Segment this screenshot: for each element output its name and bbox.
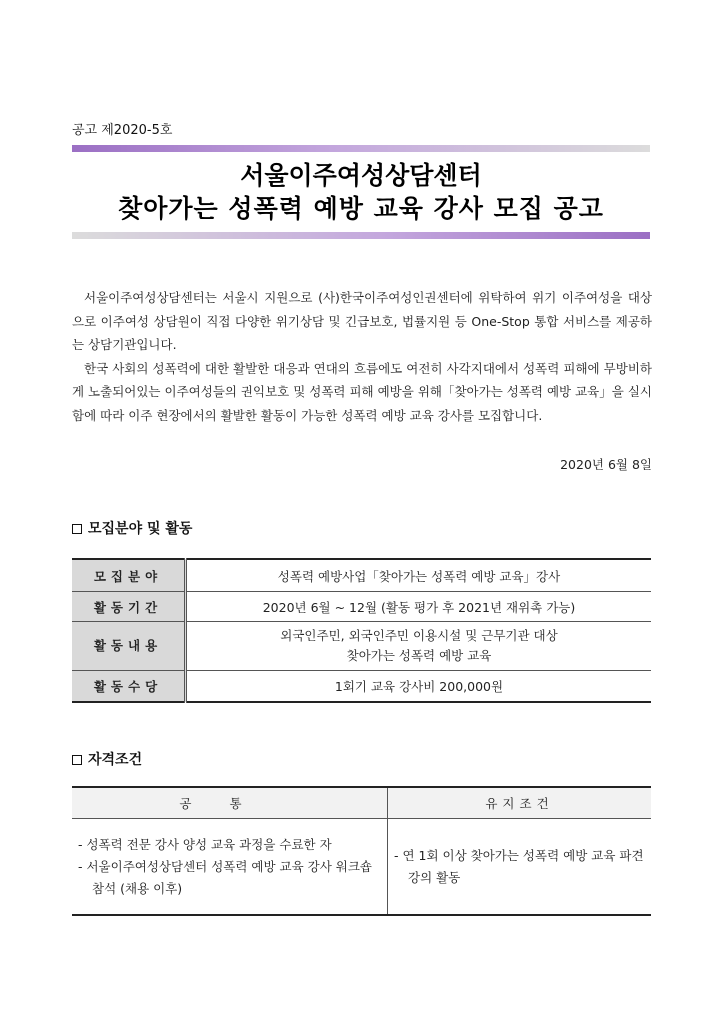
notice-date: 2020년 6월 8일 <box>560 457 652 472</box>
title-line-2: 찾아가는 성폭력 예방 교육 강사 모집 공고 <box>118 194 604 223</box>
section-heading-recruitment <box>72 518 192 538</box>
intro-paragraph-2: 한국 사회의 성폭력에 대한 활발한 대응과 연대의 흐름에도 여전히 사각지대에서 성폭력 피해에 무방비하게 노출되어있는 이주여성들의 권익보호 및 성폭력 피해 예방을 위해「찾아가는 성폭력 예방 교육」을 실시함에 따라 이주 현장에서의 활발한 활동이 가능한 성폭력 예방 교육 강사를 모집합니다. <box>72 360 652 423</box>
list-item: - 연 1회 이상 찾아가는 성폭력 예방 교육 파견 강의 활동 <box>394 847 644 885</box>
row-value <box>186 559 652 592</box>
row-value-line: 찾아가는 성폭력 예방 교육 <box>346 648 492 663</box>
document-title <box>72 160 650 225</box>
row-value-line: 1회기 교육 강사비 200,000원 <box>334 679 504 694</box>
table-row <box>72 671 651 703</box>
list-item: - 서울이주여성상담센터 성폭력 예방 교육 강사 워크숍 참석 (채용 이후) <box>78 858 373 896</box>
qualifications-table <box>72 786 651 916</box>
header-common <box>72 787 388 819</box>
row-label: 활동수당 <box>72 671 186 703</box>
section-title: 모집분야 및 활동 <box>88 521 193 537</box>
table-row <box>72 819 651 916</box>
row-value <box>186 592 652 622</box>
common-requirements <box>72 819 388 916</box>
header-common-label: 공통 <box>179 796 280 811</box>
recruitment-table <box>72 558 651 703</box>
row-value-line: 2020년 6월 ~ 12월 (활동 평가 후 2021년 재위촉 가능) <box>262 599 576 615</box>
row-value-line: 외국인주민, 외국인주민 이용시설 및 근무기관 대상 <box>280 628 558 643</box>
title-bottom-bar <box>72 232 650 239</box>
checkbox-bullet-icon <box>72 755 82 765</box>
checkbox-bullet-icon <box>72 524 82 534</box>
header-maintenance <box>388 787 652 819</box>
title-top-bar <box>72 145 650 152</box>
list-item: - 성폭력 전문 강사 양성 교육 과정을 수료한 자 <box>78 836 332 852</box>
table-row <box>72 592 651 622</box>
maintenance-requirements <box>388 819 652 916</box>
table-row <box>72 622 651 671</box>
row-value <box>186 671 652 703</box>
table-header-row <box>72 787 651 819</box>
section-heading-qualifications <box>72 749 142 769</box>
row-label: 활동내용 <box>72 622 186 671</box>
table-row <box>72 559 651 592</box>
header-maintenance-label: 유지조건 <box>485 796 554 811</box>
row-label: 활동기간 <box>72 592 186 622</box>
row-value <box>186 622 652 671</box>
row-value-line: 성폭력 예방사업「찾아가는 성폭력 예방 교육」강사 <box>277 568 561 584</box>
row-label: 모집분야 <box>72 559 186 592</box>
notice-number: 공고 제2020-5호 <box>72 123 173 138</box>
section-title: 자격조건 <box>88 752 143 768</box>
intro-text <box>72 286 652 427</box>
intro-paragraph-1: 서울이주여성상담센터는 서울시 지원으로 (사)한국이주여성인권센터에 위탁하여 위기 이주여성을 대상으로 이주여성 상담원이 직접 다양한 위기상담 및 긴급보호, 법률지원 등 One-Stop 통합 서비스를 제공하는 상담기관입니다. <box>72 290 652 352</box>
title-line-1: 서울이주여성상담센터 <box>240 161 482 190</box>
